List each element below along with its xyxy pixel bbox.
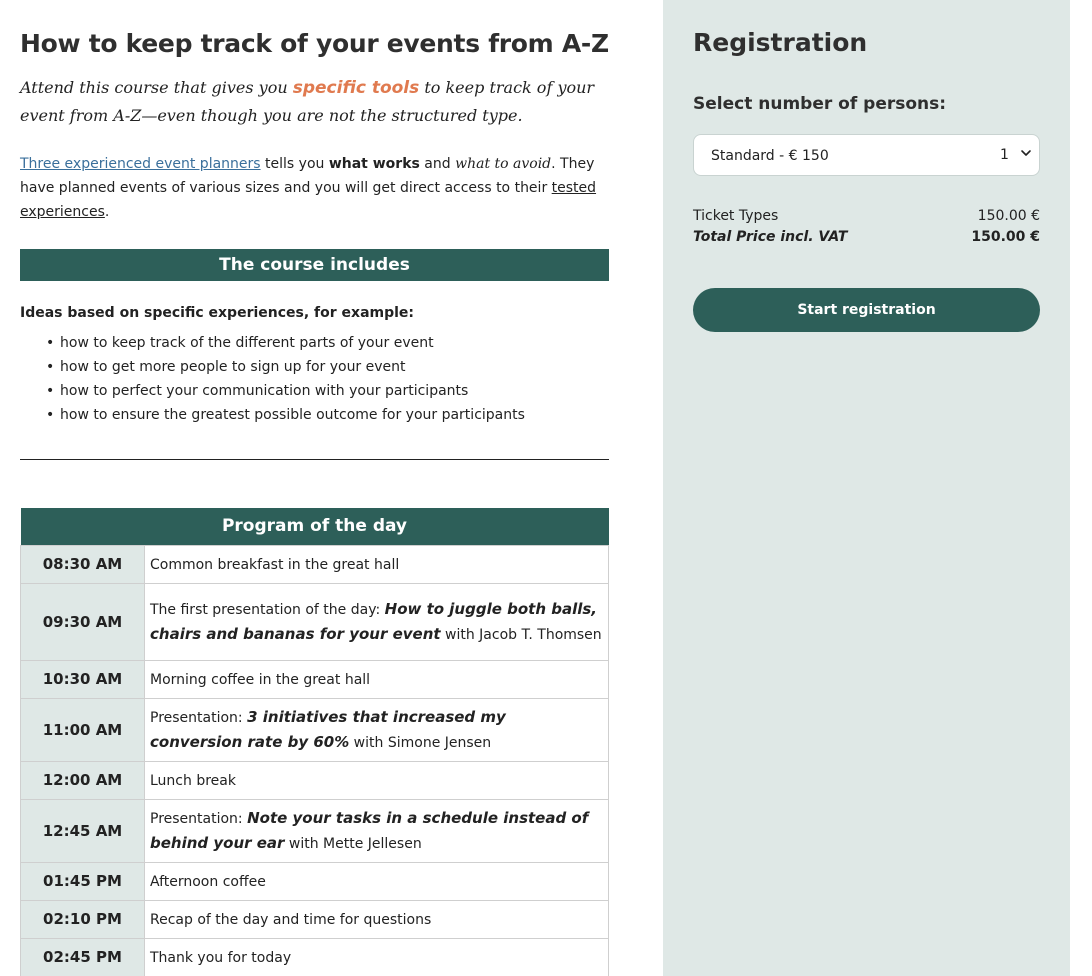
program-text: Common breakfast in the great hall [150,556,400,573]
ticket-quantity-select[interactable] [693,134,1040,176]
program-session-title: 3 initiatives that increased my conversion rate by 60% [150,707,506,751]
program-time: 09:30 AM [21,583,145,660]
course-content [20,0,609,976]
program-description [145,799,609,862]
program-description [145,545,609,583]
list-item: • how to keep track of the different parts of your event [20,331,609,355]
program-description [145,583,609,660]
program-time: 02:45 PM [21,938,145,976]
program-time: 02:10 PM [21,900,145,938]
intro-text-2: and [419,156,456,172]
list-item: • how to ensure the greatest possible outcome for your participants [20,403,609,427]
ticket-types-row [693,208,1040,224]
program-time: 08:30 AM [21,545,145,583]
intro-text-1: tells you [260,156,329,172]
lead-accent: specific tools [292,78,420,98]
list-item: • how to get more people to sign up for your event [20,355,609,379]
program-text: The first presentation of the day: [150,601,385,618]
intro-bold: what works [328,156,420,172]
program-time: 10:30 AM [21,660,145,698]
program-description [145,938,609,976]
lead-text-start: Attend this course that gives you [20,78,293,97]
program-time: 12:00 AM [21,761,145,799]
table-row [21,799,609,862]
program-speaker: with Simone Jensen [349,734,492,751]
start-registration-button[interactable]: Start registration [693,288,1040,332]
table-row [21,900,609,938]
intro-italic: what to avoid [455,156,552,172]
list-item: • how to perfect your communication with your participants [20,379,609,403]
program-time: 12:45 AM [21,799,145,862]
program-speaker: with Jacob T. Thomsen [440,626,602,643]
program-time: 01:45 PM [21,862,145,900]
page-title: How to keep track of your events from A-Z [20,29,609,58]
ideas-title: Ideas based on specific experiences, for example: [20,305,415,321]
course-lead [20,74,609,130]
ticket-option-label: Standard - € 150 [711,148,829,164]
ideas-list [20,331,609,427]
ticket-types-label: Ticket Types [693,208,779,224]
total-price-label: Total Price incl. VAT [693,229,848,245]
includes-heading: The course includes [20,249,609,281]
program-speaker: with Mette Jellesen [284,835,422,852]
lead-text-end: to keep track of your event from A-Z—even though you are not the structured type. [20,78,595,125]
table-row [21,938,609,976]
program-session-title: Note your tasks in a schedule instead of behind your ear [150,808,589,852]
registration-panel [663,0,1070,976]
quantity-value: 1 [1000,147,1009,163]
program-text: Lunch break [150,772,236,789]
total-price-row [693,229,1040,245]
program-text: Presentation: [150,810,248,827]
program-table [20,508,609,976]
tested-experiences-link[interactable]: tested experiences [20,180,597,220]
intro-text-3: . They have planned events of various sizes and you will get direct access to their [20,156,595,196]
persons-label: Select number of persons: [693,94,947,114]
total-price-value: 150.00 € [971,229,1040,245]
program-description [145,900,609,938]
planners-link[interactable]: Three experienced event planners [20,156,261,172]
divider [20,459,609,460]
program-session-title: How to juggle both balls, chairs and bananas for your event [150,599,597,643]
table-row [21,545,609,583]
ticket-types-value: 150.00 € [977,208,1040,224]
table-row [21,698,609,761]
program-description [145,698,609,761]
program-time: 11:00 AM [21,698,145,761]
intro-text-4: . [104,204,110,220]
program-text: Presentation: [150,709,248,726]
table-row [21,583,609,660]
program-description [145,761,609,799]
table-row [21,660,609,698]
chevron-down-icon [1019,146,1033,160]
program-description [145,660,609,698]
program-description [145,862,609,900]
course-intro [20,152,609,224]
program-text: Morning coffee in the great hall [150,671,371,688]
registration-title: Registration [693,28,868,57]
program-heading: Program of the day [21,508,609,545]
program-text: Afternoon coffee [150,873,266,890]
program-text: Recap of the day and time for questions [150,911,432,928]
program-text: Thank you for today [150,949,292,966]
table-row [21,862,609,900]
table-row [21,761,609,799]
